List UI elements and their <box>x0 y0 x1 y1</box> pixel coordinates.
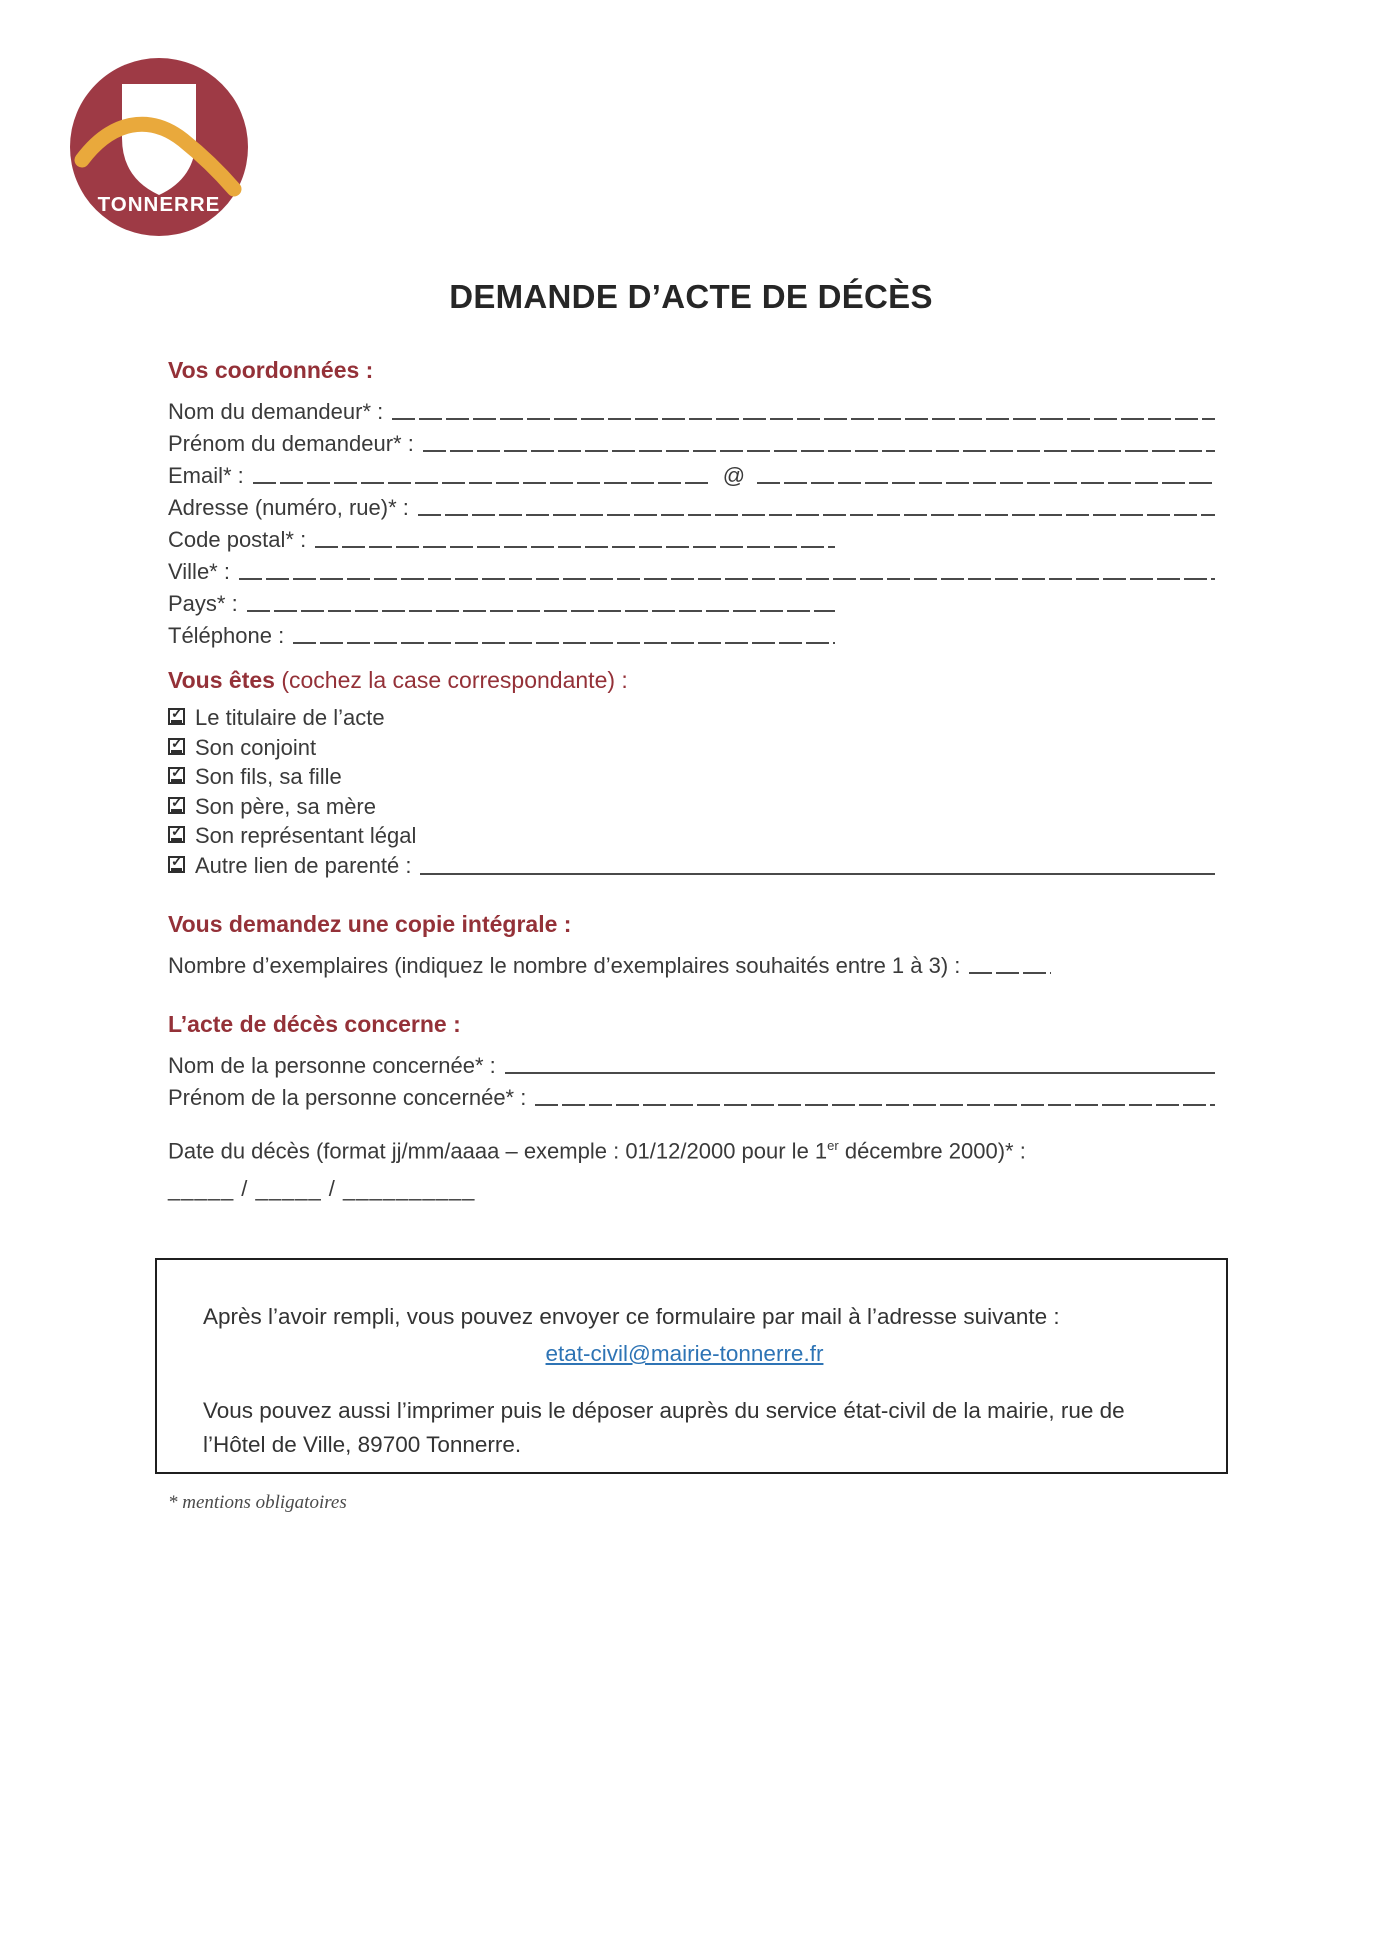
code-postal-input-line[interactable] <box>315 546 835 548</box>
mandatory-fields-note: * mentions obligatoires <box>168 1492 347 1513</box>
field-label: Nombre d’exemplaires (indiquez le nombre d’exemplaires souhaités entre 1 à 3) : <box>168 953 961 978</box>
acte-heading: L’acte de décès concerne : <box>168 1011 461 1037</box>
field-pays <box>168 585 835 617</box>
adresse-input-line[interactable] <box>418 514 1215 516</box>
option-label: Son fils, sa fille <box>195 764 342 790</box>
notice-line2: Vous pouvez aussi l’imprimer puis le déposer auprès du service état-civil de la mairie, rue de l’Hôtel de Ville, 89700 Tonnerre. <box>203 1398 1125 1457</box>
field-ville <box>168 553 1215 585</box>
option-fils-fille[interactable] <box>168 762 1215 792</box>
telephone-input-line[interactable] <box>293 642 835 644</box>
date-label-sup: er <box>827 1138 839 1153</box>
checkbox-icon[interactable] <box>168 738 185 755</box>
checkbox-icon[interactable] <box>168 708 185 725</box>
coordonnees-heading: Vos coordonnées : <box>168 357 374 383</box>
tonnerre-logo <box>70 58 248 236</box>
field-label: Téléphone : <box>168 623 285 648</box>
field-label: Nom de la personne concernée* : <box>168 1053 496 1078</box>
vous-etes-heading-bold: Vous êtes <box>168 667 275 693</box>
option-label: Son conjoint <box>195 734 317 760</box>
email-domain-input-line[interactable] <box>757 482 1215 484</box>
option-label: Son représentant légal <box>195 823 417 849</box>
section-date-deces <box>168 1132 1215 1202</box>
section-coordonnees <box>168 356 1215 649</box>
field-label: Nom du demandeur* : <box>168 399 384 424</box>
section-acte-concerne <box>168 1010 1215 1111</box>
field-label: Prénom de la personne concernée* : <box>168 1085 527 1110</box>
email-local-input-line[interactable] <box>253 482 711 484</box>
tonnerre-logo-graphic <box>70 58 248 236</box>
nom-demandeur-input-line[interactable] <box>392 418 1215 420</box>
field-label: Pays* : <box>168 591 238 616</box>
option-representant-legal[interactable] <box>168 821 1215 851</box>
field-label: Prénom du demandeur* : <box>168 431 414 456</box>
checkbox-icon[interactable] <box>168 856 185 873</box>
field-telephone <box>168 617 835 649</box>
field-label: Email* : <box>168 463 244 488</box>
option-label: Le titulaire de l’acte <box>195 705 385 731</box>
option-conjoint[interactable] <box>168 733 1215 763</box>
field-label: Ville* : <box>168 559 230 584</box>
option-titulaire[interactable] <box>168 703 1215 733</box>
option-label: Autre lien de parenté : <box>195 852 412 878</box>
notice-line1: Après l’avoir rempli, vous pouvez envoyer ce formulaire par mail à l’adresse suivante : <box>203 1304 1060 1329</box>
prenom-demandeur-input-line[interactable] <box>423 450 1215 452</box>
date-label-pre: Date du décès (format jj/mm/aaaa – exemple : 01/12/2000 pour le 1 <box>168 1138 828 1164</box>
field-nom-demandeur <box>168 393 1215 425</box>
field-prenom-personne <box>168 1079 1215 1111</box>
field-nom-personne <box>168 1047 1215 1079</box>
field-code-postal <box>168 521 835 553</box>
submission-notice-box <box>155 1258 1228 1474</box>
checkbox-icon[interactable] <box>168 826 185 843</box>
email-link[interactable]: etat-civil@mairie-tonnerre.fr <box>545 1341 824 1366</box>
field-email <box>168 457 1215 489</box>
date-input-blanks[interactable]: _____ / _____ / __________ <box>168 1176 476 1202</box>
option-label: Son père, sa mère <box>195 793 376 819</box>
date-deces-label <box>168 1132 1215 1165</box>
at-symbol: @ <box>722 463 746 488</box>
pays-input-line[interactable] <box>247 610 835 612</box>
copie-heading: Vous demandez une copie intégrale : <box>168 911 572 937</box>
section-copie-integrale <box>168 910 1215 979</box>
ville-input-line[interactable] <box>239 578 1215 580</box>
vous-etes-heading-rest: (cochez la case correspondante) : <box>274 667 628 693</box>
option-pere-mere[interactable] <box>168 792 1215 822</box>
checkbox-icon[interactable] <box>168 797 185 814</box>
vous-etes-heading <box>168 666 1215 694</box>
checkbox-icon[interactable] <box>168 767 185 784</box>
nombre-exemplaires-input-line[interactable] <box>969 972 1051 974</box>
nom-personne-input-line[interactable] <box>505 1072 1215 1074</box>
field-label: Adresse (numéro, rue)* : <box>168 495 409 520</box>
section-vous-etes <box>168 666 1215 880</box>
field-label: Code postal* : <box>168 527 307 552</box>
field-adresse <box>168 489 1215 521</box>
logo-text: TONNERRE <box>97 193 221 216</box>
option-autre-lien[interactable] <box>168 851 1215 881</box>
field-prenom-demandeur <box>168 425 1215 457</box>
autre-lien-input-line[interactable] <box>420 873 1215 875</box>
date-label-post: décembre 2000)* : <box>838 1138 1026 1164</box>
page-title: DEMANDE D’ACTE DE DÉCÈS <box>449 278 933 315</box>
field-nombre-exemplaires <box>168 947 1215 979</box>
prenom-personne-input-line[interactable] <box>535 1104 1215 1106</box>
